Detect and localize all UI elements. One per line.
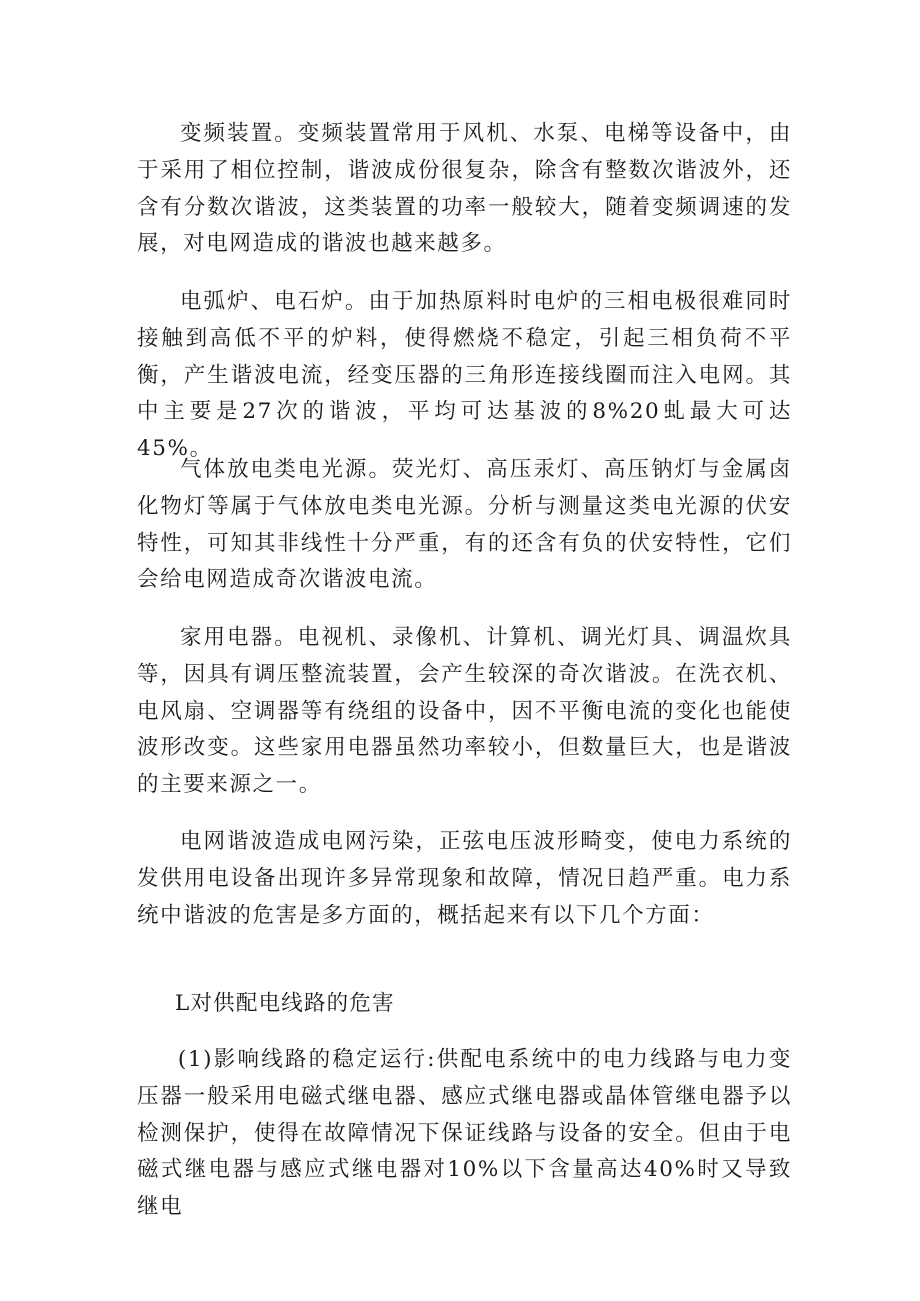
list-item-line-stability: (1)影响线路的稳定运行:供配电系统中的电力线路与电力变压器一般采用电磁式继电器、感应式继电器或晶体管继电器予以检测保护，使得在故障情况下保证线路与设备的安全。但由于电磁式继电器与感应式继电器对10%以下含量高达40%时又导致继电 xyxy=(137,1047,792,1220)
paragraph-harmonic-hazards-intro: 电网谐波造成电网污染，正弦电压波形畸变，使电力系统的发供用电设备出现许多异常现象和故障，情况日趋严重。电力系统中谐波的危害是多方面的，概括起来有以下几个方面： xyxy=(137,829,792,928)
paragraph-gas-discharge-lamps: 气体放电类电光源。荧光灯、高压汞灯、高压钠灯与金属卤化物灯等属于气体放电类电光源。分析与测量这类电光源的伏安特性，可知其非线性十分严重，有的还含有负的伏安特性，它们会给电网造成奇次谐波电流。 xyxy=(137,457,792,593)
paragraph-arc-furnace: 电弧炉、电石炉。由于加热原料时电炉的三相电极很难同时接触到高低不平的炉料，使得燃烧不稳定，引起三相负荷不平衡，产生谐波电流，经变压器的三角形连接线圈而注入电网。其中主要是27次的谐波，平均可达基波的8%20虬最大可达45%。 xyxy=(137,289,792,462)
paragraph-household-appliances: 家用电器。电视机、录像机、计算机、调光灯具、调温炊具等，因具有调压整流装置，会产生较深的奇次谐波。在洗衣机、电风扇、空调器等有绕组的设备中，因不平衡电流的变化也能使波形改变。这些家用电器虽然功率较小，但数量巨大，也是谐波的主要来源之一。 xyxy=(137,625,792,798)
section-heading: L对供配电线路的危害 xyxy=(175,991,395,1016)
paragraph-variable-frequency-devices: 变频装置。变频装置常用于风机、水泵、电梯等设备中，由于采用了相位控制，谐波成份很复杂，除含有整数次谐波外，还含有分数次谐波，这类装置的功率一般较大，随着变频调速的发展，对电网造成的谐波也越来越多。 xyxy=(137,121,792,257)
